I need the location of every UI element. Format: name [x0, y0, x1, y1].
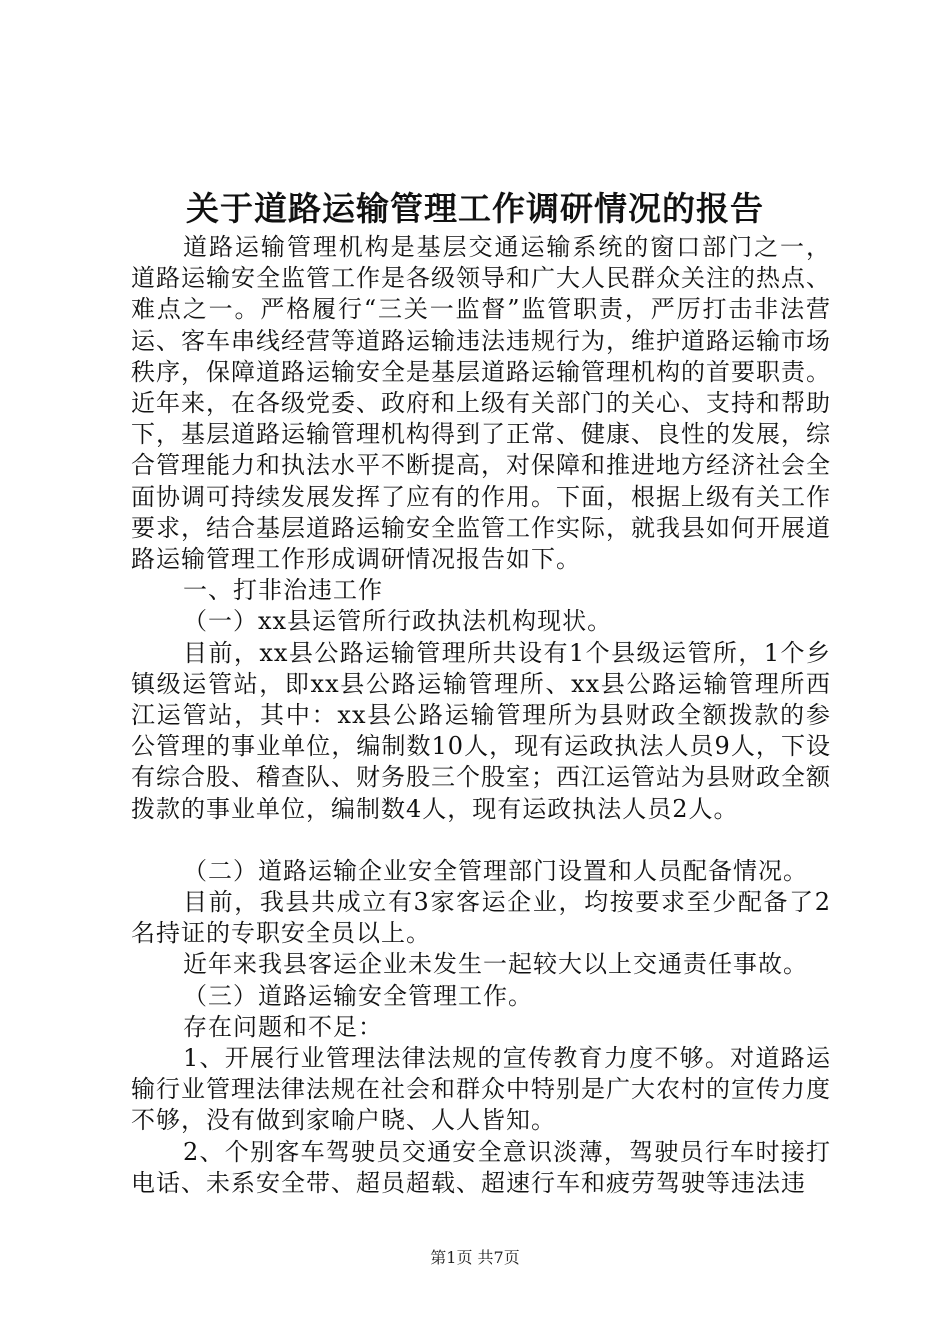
- intro-paragraph: 道路运输管理机构是基层交通运输系统的窗口部门之一，道路运输安全监管工作是各级领导和广大人民群众关注的热点、难点之一。严格履行“三关一监督”监管职责，严厉打击非法营运、客车串线经营等道路运输违法违规行为，维护道路运输市场秩序，保障道路运输安全是基层道路运输管理机构的首要职责。近年来，在各级党委、政府和上级有关部门的关心、支持和帮助下，基层道路运输管理机构得到了正常、健康、良性的发展，综合管理能力和执法水平不断提高，对保障和推进地方经济社会全面协调可持续发展发挥了应有的作用。下面，根据上级有关工作要求，结合基层道路运输安全监管工作实际，就我县如何开展道路运输管理工作形成调研情况报告如下。: [131, 233, 831, 574]
- section-heading-1: 一、打非治违工作: [183, 576, 383, 605]
- paragraph-enterprises: 目前，我县共成立有3家客运企业，均按要求至少配备了2名持证的专职安全员以上。: [131, 888, 831, 948]
- page-footer: 第1页 共7页: [430, 1248, 520, 1267]
- document-title: 关于道路运输管理工作调研情况的报告: [186, 189, 764, 228]
- document-body: [131, 232, 831, 1199]
- subsection-heading-2: （二）道路运输企业安全管理部门设置和人员配备情况。: [183, 856, 808, 885]
- subsection-heading-3: （三）道路运输安全管理工作。: [183, 981, 533, 1010]
- subsection-heading-1: （一）xx县运管所行政执法机构现状。: [183, 607, 613, 636]
- paragraph-problems-heading: 存在问题和不足：: [183, 1012, 383, 1041]
- paragraph-accidents: 近年来我县客运企业未发生一起较大以上交通责任事故。: [183, 950, 808, 979]
- paragraph-agency-status: 目前，xx县公路运输管理所共设有1个县级运管所，1个乡镇级运管站，即xx县公路运输管理所、xx县公路运输管理所西江运管站，其中：xx县公路运输管理所为县财政全额拨款的参公管理的事业单位，编制数10人，现有运政执法人员9人，下设有综合股、稽查队、财务股三个股室；西江运管站为县财政全额拨款的事业单位，编制数4人，现有运政执法人员2人。: [131, 638, 831, 823]
- list-item-2: 2、个别客车驾驶员交通安全意识淡薄，驾驶员行车时接打电话、未系安全带、超员超载、超速行车和疲劳驾驶等违法违: [131, 1137, 831, 1197]
- paragraph-spacer: [131, 825, 831, 856]
- list-item-1: 1、开展行业管理法律法规的宣传教育力度不够。对道路运输行业管理法律法规在社会和群众中特别是广大农村的宣传力度不够，没有做到家喻户晓、人人皆知。: [131, 1044, 831, 1135]
